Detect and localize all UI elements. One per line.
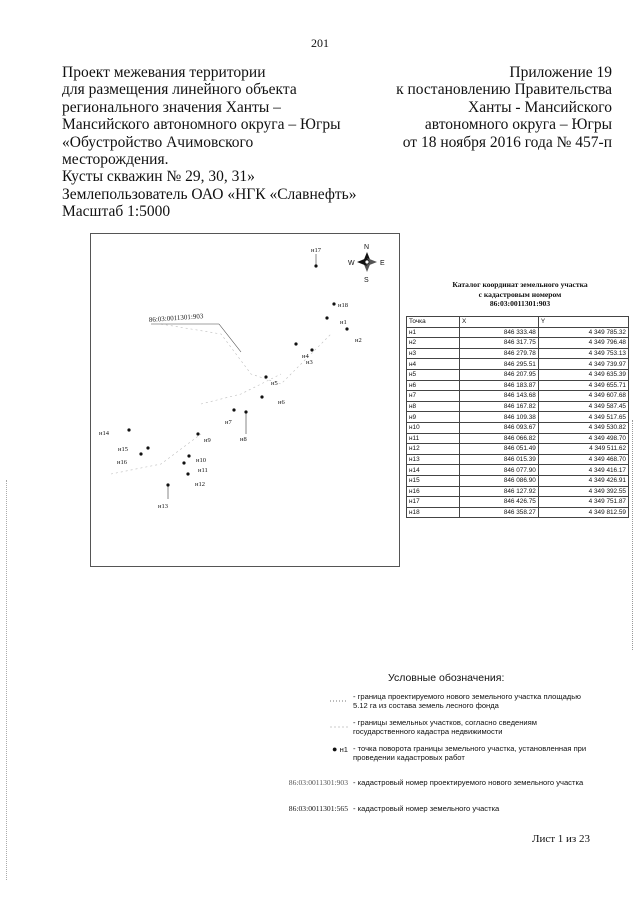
table-row [407, 454, 629, 465]
project-title-block [62, 64, 362, 221]
svg-text:н15: н15 [118, 446, 128, 453]
cell-x: 846 358.27 [460, 507, 539, 518]
table-row [407, 412, 629, 423]
catalog-title [405, 280, 635, 309]
svg-text:н7: н7 [225, 419, 232, 426]
svg-text:н5: н5 [271, 380, 278, 387]
cell-point: н7 [407, 391, 460, 402]
scan-edge-mark-left [6, 480, 8, 880]
project-title-line: регионального значения Ханты – [62, 98, 281, 116]
legend-text: - точка поворота границы земельного участка, установленная при проведении кадастровых работ [353, 744, 587, 763]
cell-point: н13 [407, 454, 460, 465]
cell-point: н12 [407, 444, 460, 455]
cell-point: н3 [407, 348, 460, 359]
cell-x: 846 086.90 [460, 475, 539, 486]
cell-y: 4 349 498.70 [538, 433, 628, 444]
existing-cadastral-number-symbol: 86:03:0011301:565 [288, 804, 348, 813]
cell-y: 4 349 655.71 [538, 380, 628, 391]
appendix-line: Приложение 19 [509, 64, 612, 81]
legend-item [260, 804, 600, 816]
project-title-line: Проект межевания территории [62, 64, 266, 81]
project-title-line: для размещения линейного объекта [62, 81, 297, 99]
table-row [407, 338, 629, 349]
svg-text:н12: н12 [195, 481, 205, 488]
cell-x: 846 143.68 [460, 391, 539, 402]
point-n6 [260, 395, 285, 406]
cell-x: 846 167.82 [460, 401, 539, 412]
cell-point: н17 [407, 497, 460, 508]
legend-text: - границы земельных участков, согласно сведениям государственного кадастра недвижимости [353, 718, 538, 737]
cell-y: 4 349 468.70 [538, 454, 628, 465]
point-n5 [264, 375, 277, 387]
land-user-line: Землепользователь ОАО «НГК «Славнефть» [62, 185, 357, 203]
legend-item [260, 692, 600, 714]
col-header-x: X [460, 317, 539, 328]
cell-x: 846 333.48 [460, 327, 539, 338]
point-n8 [240, 410, 248, 443]
cadastral-number-label: 86:03:0011301:903 [148, 312, 204, 324]
cell-x: 846 317.75 [460, 338, 539, 349]
coordinates-table [406, 316, 629, 518]
appendix-line: от 18 ноября 2016 года № 457-п [402, 133, 612, 151]
svg-text:н2: н2 [355, 337, 362, 344]
table-row [407, 401, 629, 412]
point-n10 [187, 454, 206, 464]
compass-e: E [380, 260, 385, 267]
svg-text:н9: н9 [204, 437, 211, 444]
cell-y: 4 349 812.59 [538, 507, 628, 518]
svg-text:н13: н13 [158, 503, 168, 510]
cell-y: 4 349 635.39 [538, 369, 628, 380]
cell-x: 846 093.67 [460, 422, 539, 433]
table-row [407, 359, 629, 370]
cell-y: 4 349 392.55 [538, 486, 628, 497]
scan-edge-mark [632, 420, 634, 650]
cell-point: н16 [407, 486, 460, 497]
cell-y: 4 349 739.97 [538, 359, 628, 370]
cell-point: н11 [407, 433, 460, 444]
point-n18 [332, 302, 348, 309]
point-n16 [117, 452, 143, 466]
svg-text:н11: н11 [198, 467, 208, 474]
svg-text:н10: н10 [196, 457, 206, 464]
cell-y: 4 349 426.91 [538, 475, 628, 486]
cell-y: 4 349 785.32 [538, 327, 628, 338]
point-n7 [225, 408, 236, 426]
table-row [407, 444, 629, 455]
appendix-block [380, 64, 612, 151]
cell-y: 4 349 416.17 [538, 465, 628, 476]
cell-y: 4 349 751.87 [538, 497, 628, 508]
cell-y: 4 349 753.13 [538, 348, 628, 359]
appendix-line: автономного округа – Югры [424, 116, 612, 134]
point-n1 [325, 316, 346, 326]
legend-text: - кадастровый номер земельного участка [353, 804, 500, 813]
cell-y: 4 349 607.68 [538, 391, 628, 402]
catalog-title-line: 86:03:0011301:903 [489, 299, 551, 308]
appendix-line: Ханты - Мансийского [468, 98, 612, 116]
table-row [407, 433, 629, 444]
cell-point: н5 [407, 369, 460, 380]
turning-point-symbol: ● н1 [332, 744, 348, 754]
point-n9 [196, 432, 210, 444]
legend-text: - граница проектируемого нового земельного участка площадью 5.12 га из состава земель лесного фонда [353, 692, 581, 711]
svg-text:н17: н17 [311, 247, 321, 254]
cell-y: 4 349 587.45 [538, 401, 628, 412]
coordinates-table-body [407, 327, 629, 518]
compass-w: W [348, 260, 355, 267]
cell-x: 846 279.78 [460, 348, 539, 359]
point-n4 [294, 342, 309, 360]
point-n14 [99, 428, 131, 437]
cell-x: 846 127.92 [460, 486, 539, 497]
point-n2 [345, 327, 361, 344]
svg-text:н14: н14 [99, 430, 109, 437]
svg-text:н8: н8 [240, 436, 247, 443]
cell-x: 846 426.75 [460, 497, 539, 508]
svg-text:н4: н4 [302, 353, 309, 360]
cell-point: н10 [407, 422, 460, 433]
cell-point: н2 [407, 338, 460, 349]
existing-boundaries [111, 324, 331, 474]
appendix-line: к постановлению Правительства [396, 81, 612, 99]
turning-point-symbol-label: н1 [339, 745, 348, 754]
col-header-y: Y [538, 317, 628, 328]
cell-x: 846 207.95 [460, 369, 539, 380]
point-n17 [311, 247, 322, 268]
catalog-title-line: с кадастровым номером [478, 289, 562, 299]
cell-point: н14 [407, 465, 460, 476]
cell-point: н6 [407, 380, 460, 391]
table-row [407, 422, 629, 433]
cell-point: н9 [407, 412, 460, 423]
table-row [407, 465, 629, 476]
parcel-line-symbol [260, 722, 348, 731]
svg-text:н18: н18 [338, 302, 348, 309]
scale-line: Масштаб 1:5000 [62, 203, 171, 221]
boundary-map [90, 233, 400, 567]
sheet-counter: Лист 1 из 23 [532, 833, 591, 845]
catalog-title-line: Каталог координат земельного участка [452, 280, 588, 289]
table-row [407, 327, 629, 338]
table-header-row [407, 317, 629, 328]
legend-title: Условные обозначения: [388, 672, 505, 684]
cadastral-number-symbol: 86:03:0011301:903 [288, 778, 348, 787]
legend-item [260, 718, 600, 740]
compass-rose-icon [348, 244, 385, 284]
cell-x: 846 066.82 [460, 433, 539, 444]
project-title-line: Кусты скважин № 29, 30, 31» [62, 168, 255, 186]
cell-x: 846 183.87 [460, 380, 539, 391]
cell-point: н8 [407, 401, 460, 412]
table-row [407, 380, 629, 391]
cell-x: 846 015.39 [460, 454, 539, 465]
cell-x: 846 295.51 [460, 359, 539, 370]
boundary-line-symbol [260, 696, 348, 705]
legend-text: - кадастровый номер проектируемого нового земельного участка [353, 778, 584, 787]
table-row [407, 391, 629, 402]
point-n12 [186, 472, 205, 488]
compass-s: S [364, 277, 369, 284]
svg-text:н16: н16 [117, 459, 127, 466]
cell-x: 846 109.38 [460, 412, 539, 423]
table-row [407, 369, 629, 380]
page-number: 201 [311, 36, 329, 50]
svg-text:н3: н3 [306, 359, 313, 366]
point-n13 [158, 483, 170, 510]
cell-point: н15 [407, 475, 460, 486]
table-row [407, 507, 629, 518]
legend-item [260, 778, 600, 798]
svg-text:н6: н6 [278, 399, 285, 406]
cell-x: 846 077.90 [460, 465, 539, 476]
legend-item [260, 744, 600, 776]
table-row [407, 475, 629, 486]
point-n15 [118, 446, 150, 453]
table-row [407, 348, 629, 359]
cell-y: 4 349 511.62 [538, 444, 628, 455]
cell-y: 4 349 530.82 [538, 422, 628, 433]
table-row [407, 486, 629, 497]
svg-text:н1: н1 [340, 319, 347, 326]
cell-point: н1 [407, 327, 460, 338]
cell-y: 4 349 517.65 [538, 412, 628, 423]
table-row [407, 497, 629, 508]
compass-n: N [364, 244, 370, 251]
project-title-line: «Обустройство Ачимовского месторождения. [62, 133, 254, 169]
turning-points [99, 247, 362, 510]
cell-point: н4 [407, 359, 460, 370]
cell-x: 846 051.49 [460, 444, 539, 455]
cell-point: н18 [407, 507, 460, 518]
map-drawing [91, 234, 399, 566]
project-title-line: Мансийского автономного округа – Югры [62, 116, 341, 134]
col-header-point: Точка [407, 317, 460, 328]
cell-y: 4 349 796.48 [538, 338, 628, 349]
